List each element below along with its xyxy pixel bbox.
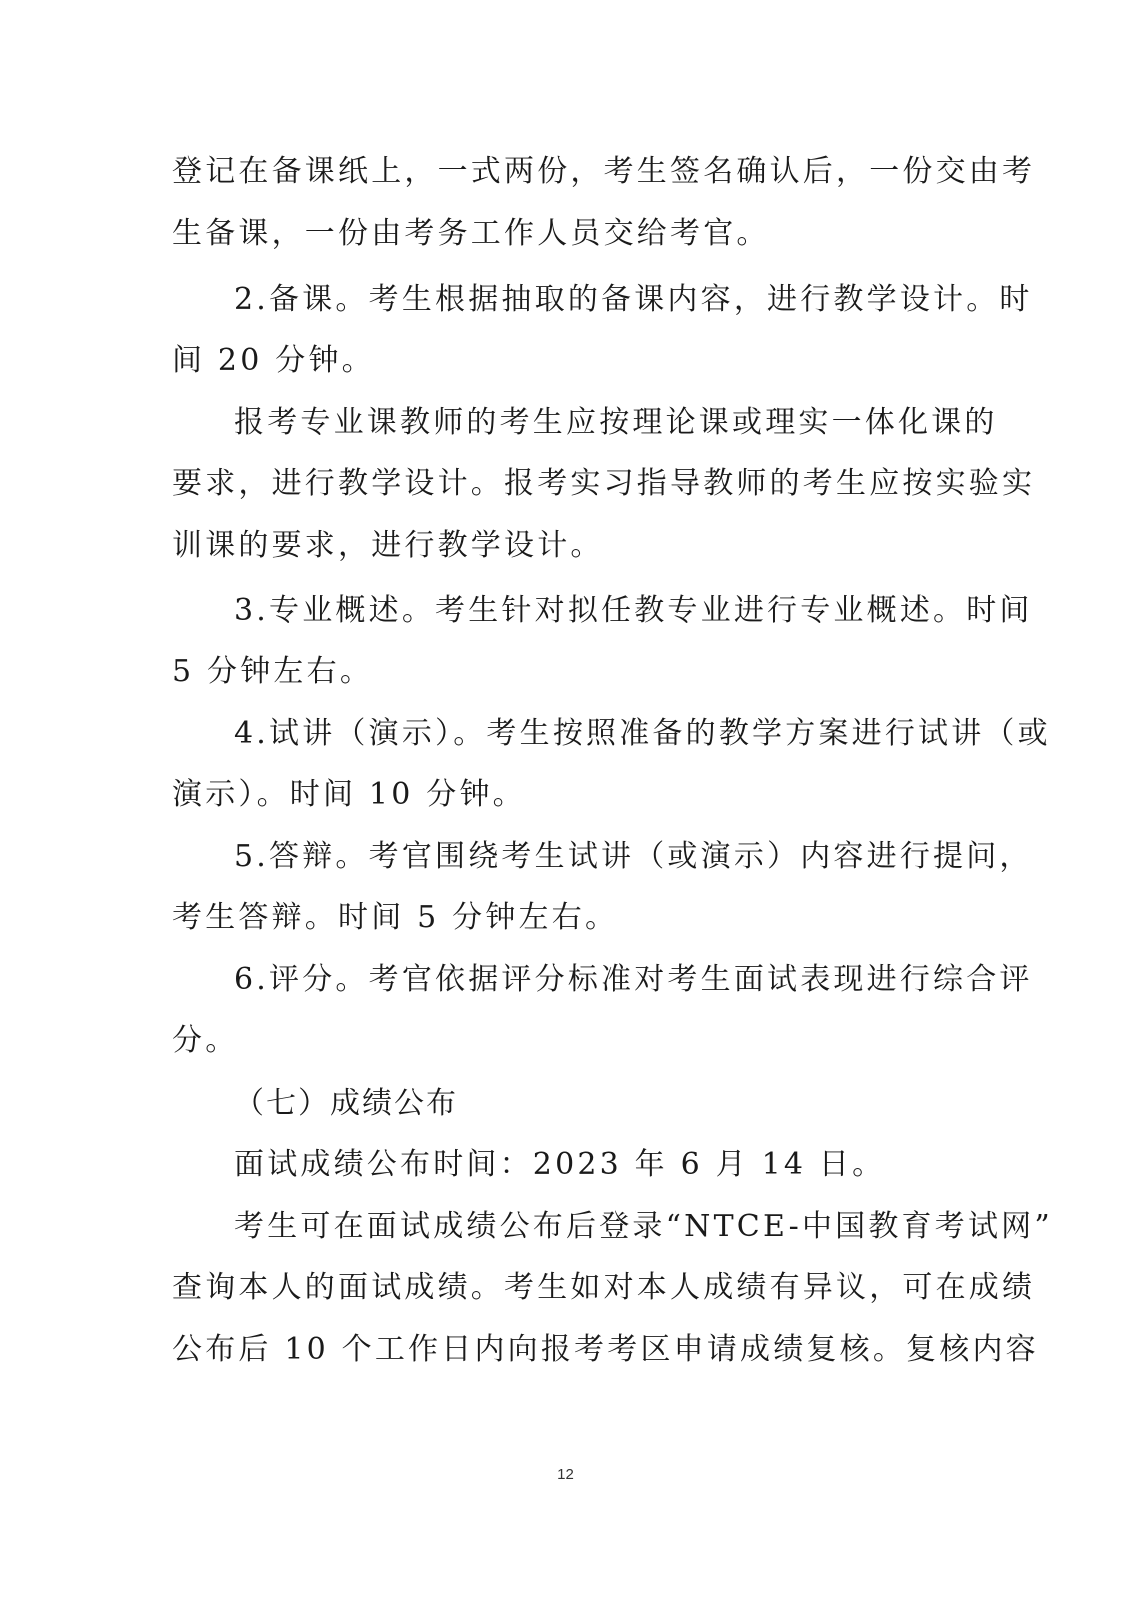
text-line: 3.专业概述。考生针对拟任教专业进行专业概述。时间 bbox=[234, 593, 1033, 628]
text-line: 训课的要求，进行教学设计。 bbox=[172, 528, 604, 563]
text-line: 间 20 分钟。 bbox=[172, 343, 375, 378]
text-line: 5 分钟左右。 bbox=[172, 654, 374, 689]
section-heading: （七）成绩公布 bbox=[234, 1086, 458, 1121]
text-line: 考生答辩。时间 5 分钟左右。 bbox=[172, 900, 619, 935]
text-line: 4.试讲（演示）。考生按照准备的教学方案进行试讲（或 bbox=[234, 716, 1051, 751]
text-line: 2.备课。考生根据抽取的备课内容，进行教学设计。时 bbox=[234, 282, 1033, 317]
text-line: 登记在备课纸上，一式两份，考生签名确认后，一份交由考 bbox=[172, 154, 1036, 189]
text-line: 要求，进行教学设计。报考实习指导教师的考生应按实验实 bbox=[172, 466, 1036, 501]
text-line: 演示）。时间 10 分钟。 bbox=[172, 777, 526, 812]
text-line: 生备课，一份由考务工作人员交给考官。 bbox=[172, 216, 770, 251]
text-line: 6.评分。考官依据评分标准对考生面试表现进行综合评 bbox=[234, 962, 1033, 997]
text-line: 报考专业课教师的考生应按理论课或理实一体化课的 bbox=[234, 405, 998, 440]
text-line: 查询本人的面试成绩。考生如对本人成绩有异议，可在成绩 bbox=[172, 1270, 1036, 1305]
text-line: 面试成绩公布时间：2023 年 6 月 14 日。 bbox=[234, 1147, 886, 1182]
text-line: 分。 bbox=[172, 1023, 239, 1058]
page-number: 12 bbox=[557, 1466, 574, 1483]
text-line: 考生可在面试成绩公布后登录“NTCE-中国教育考试网” bbox=[234, 1209, 1053, 1244]
text-line: 5.答辩。考官围绕考生试讲（或演示）内容进行提问， bbox=[234, 839, 1033, 874]
text-line: 公布后 10 个工作日内向报考考区申请成绩复核。复核内容 bbox=[172, 1332, 1039, 1367]
